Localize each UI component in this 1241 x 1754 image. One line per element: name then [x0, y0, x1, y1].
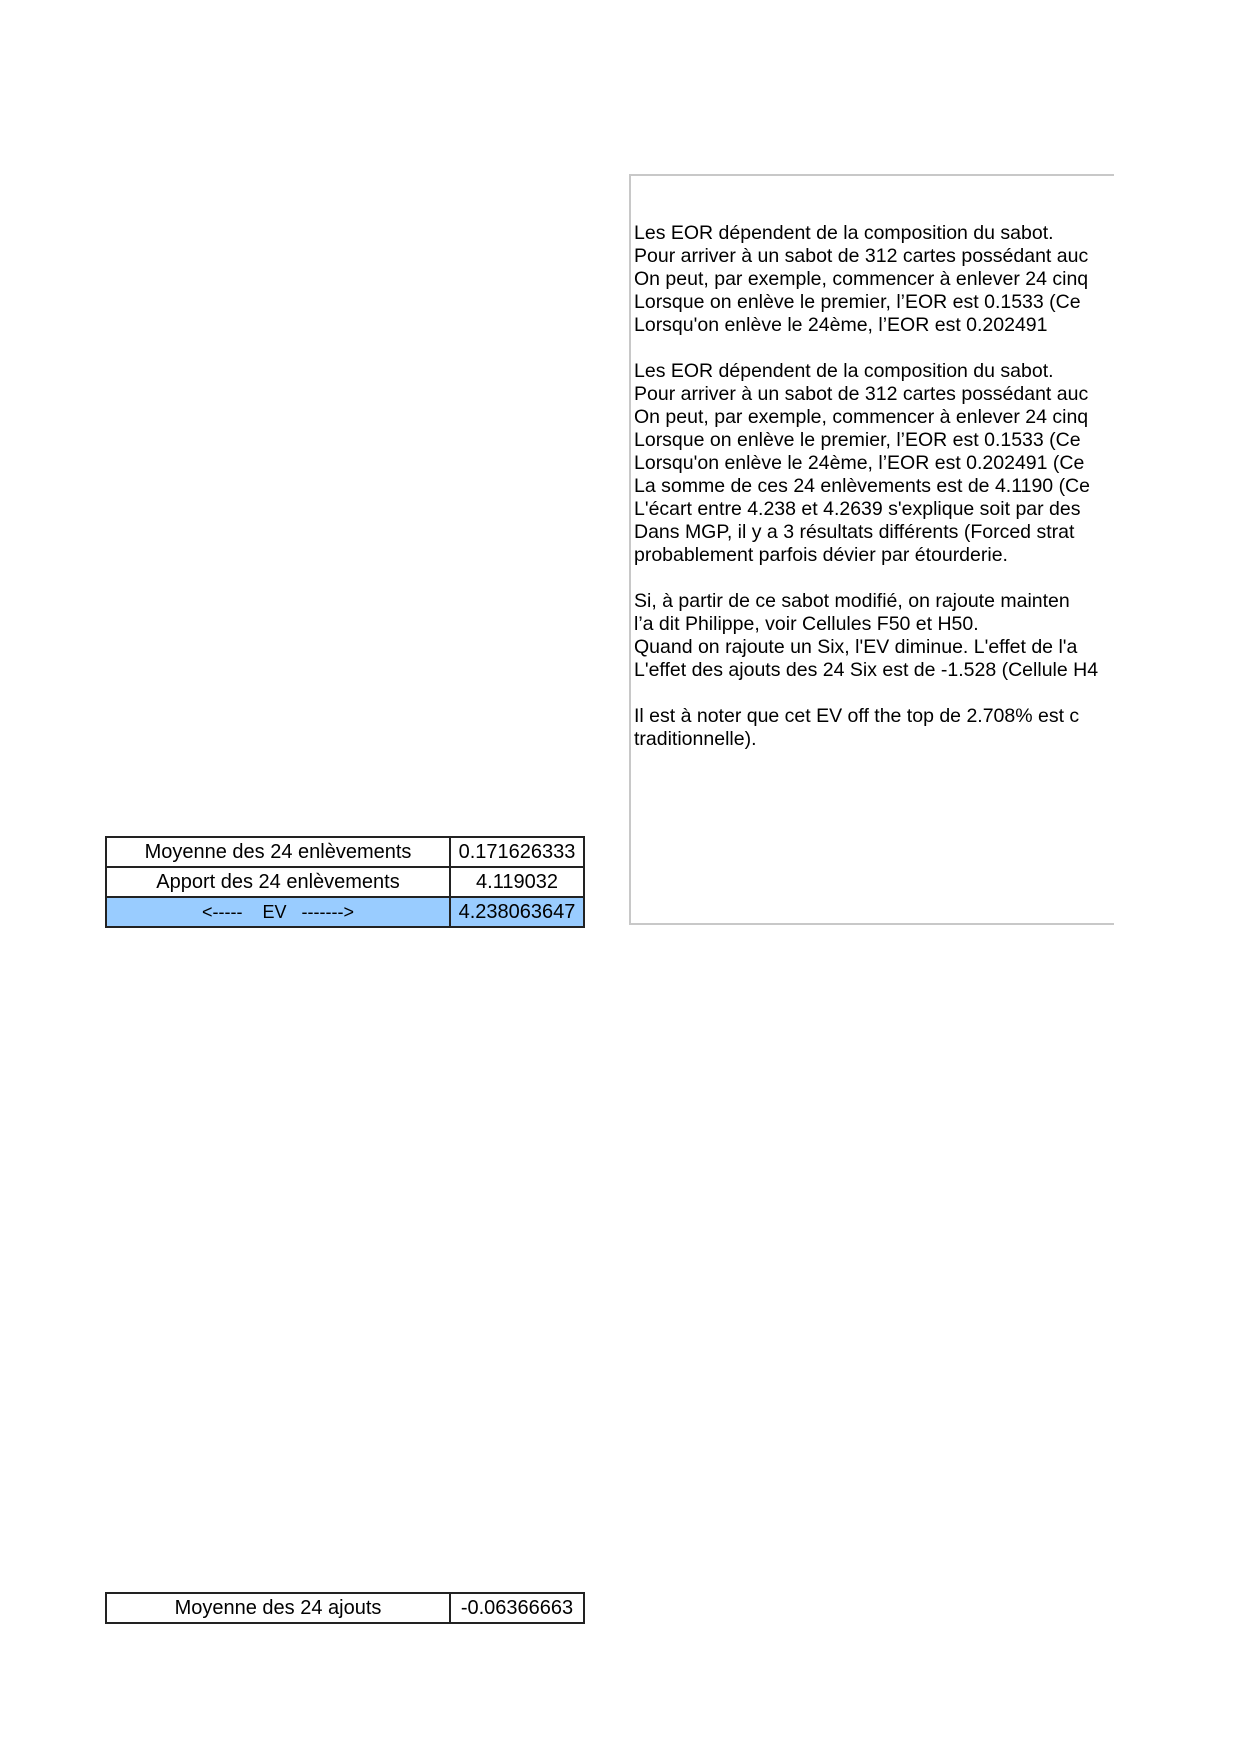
text-line: Lorsque on enlève le premier, l’EOR est 0.1533 (Ce	[634, 429, 1081, 451]
text-line: Les EOR dépendent de la composition du sabot.	[634, 360, 1054, 382]
text-line: Les EOR dépendent de la composition du sabot.	[634, 222, 1054, 244]
text-line: On peut, par exemple, commencer à enlever 24 cinq	[634, 406, 1089, 428]
cell-value[interactable]: -0.06366663	[450, 1593, 584, 1623]
table-row	[106, 867, 584, 897]
cell-label[interactable]: <----- EV ------->	[106, 897, 450, 927]
comment-text	[634, 222, 1098, 751]
removals-summary-table	[105, 836, 585, 928]
table-row-ev	[106, 897, 584, 927]
text-line: traditionnelle).	[634, 728, 757, 750]
comment-text-box	[629, 174, 1114, 925]
text-line: On peut, par exemple, commencer à enlever 24 cinq	[634, 268, 1089, 290]
text-line: probablement parfois dévier par étourderie.	[634, 544, 1008, 566]
text-line: Lorsque on enlève le premier, l’EOR est 0.1533 (Ce	[634, 291, 1081, 313]
text-line	[634, 682, 1098, 705]
cell-value[interactable]: 0.171626333	[450, 837, 584, 867]
text-line	[634, 337, 1098, 360]
additions-summary-table	[105, 1592, 585, 1624]
table-row	[106, 837, 584, 867]
cell-label[interactable]: Moyenne des 24 ajouts	[106, 1593, 450, 1623]
cell-value[interactable]: 4.119032	[450, 867, 584, 897]
text-line: Il est à noter que cet EV off the top de 2.708% est c	[634, 705, 1080, 727]
text-line	[634, 567, 1098, 590]
text-line: La somme de ces 24 enlèvements est de 4.1190 (Ce	[634, 475, 1090, 497]
cell-label[interactable]: Moyenne des 24 enlèvements	[106, 837, 450, 867]
cell-label[interactable]: Apport des 24 enlèvements	[106, 867, 450, 897]
text-line: Si, à partir de ce sabot modifié, on rajoute mainten	[634, 590, 1070, 612]
text-line: Lorsqu'on enlève le 24ème, l’EOR est 0.202491 (Ce	[634, 452, 1085, 474]
text-line: Dans MGP, il y a 3 résultats différents (Forced strat	[634, 521, 1075, 543]
cell-value[interactable]: 4.238063647	[450, 897, 584, 927]
text-line: Quand on rajoute un Six, l'EV diminue. L'effet de l'a	[634, 636, 1078, 658]
text-line: L'effet des ajouts des 24 Six est de -1.528 (Cellule H4	[634, 659, 1099, 681]
text-line: Pour arriver à un sabot de 312 cartes possédant auc	[634, 245, 1089, 267]
text-line: l’a dit Philippe, voir Cellules F50 et H50.	[634, 613, 979, 635]
text-line: Lorsqu'on enlève le 24ème, l’EOR est 0.202491	[634, 314, 1048, 336]
table-row	[106, 1593, 584, 1623]
text-line: L'écart entre 4.238 et 4.2639 s'explique soit par des	[634, 498, 1081, 520]
text-line: Pour arriver à un sabot de 312 cartes possédant auc	[634, 383, 1089, 405]
